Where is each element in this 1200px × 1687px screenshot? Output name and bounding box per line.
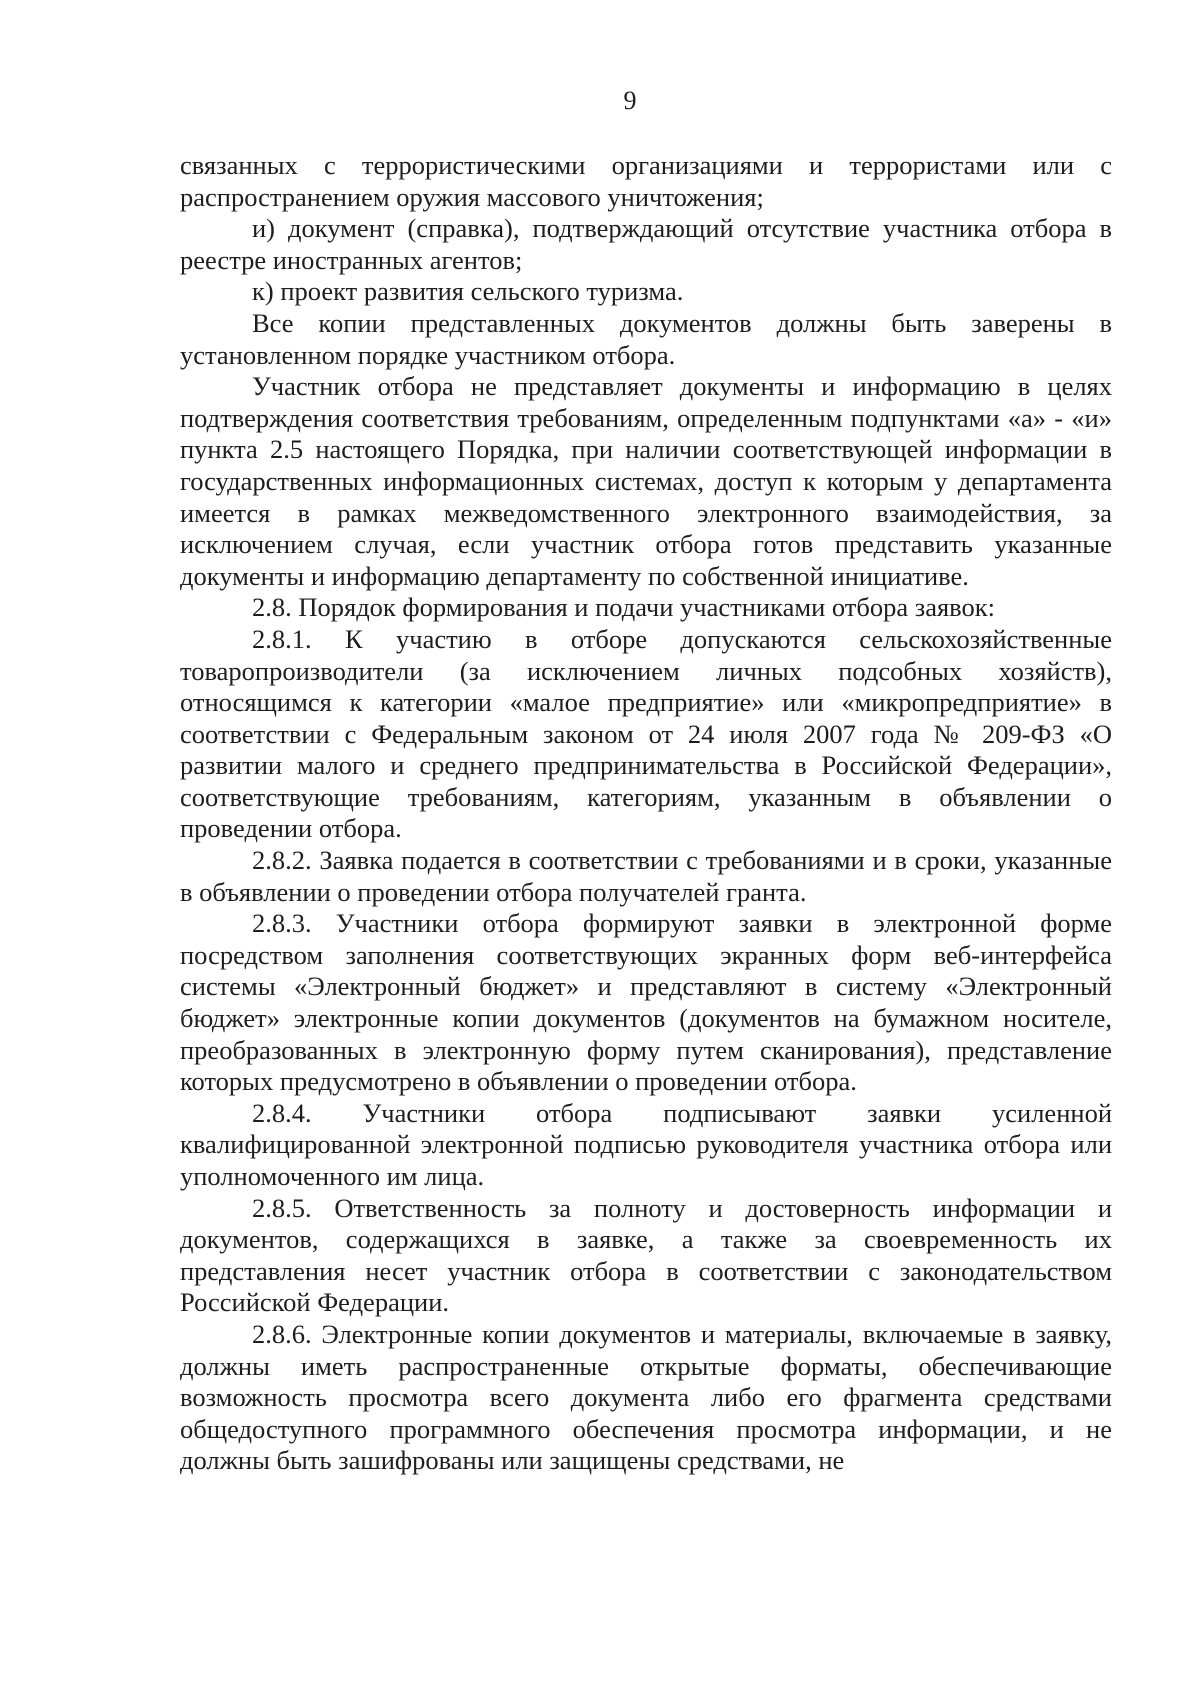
paragraph-section-2-8-3: 2.8.3. Участники отбора формируют заявки в электронной форме посредством заполнения соответствующих экранных форм веб-интерфейса системы «Электронный бюджет» и представляют в систему «Электронный бюджет» электронные копии документов (документов на бумажном носителе, преобразованных в электронную форму путем сканирования), представление которых предусмотрено в объявлении о проведении отбора.	[180, 908, 1112, 1097]
paragraph-section-2-8-1: 2.8.1. К участию в отборе допускаются сельскохозяйственные товаропроизводители (за исключением личных подсобных хозяйств), относящимся к категории «малое предприятие» или «микропредприятие» в соответствии с Федеральным законом от 24 июля 2007 года № 209-ФЗ «О развитии малого и среднего предпринимательства в Российской Федерации», соответствующие требованиям, категориям, указанным в объявлении о проведении отбора.	[180, 623, 1112, 844]
document-body	[180, 150, 1112, 1477]
paragraph-item-k: к) проект развития сельского туризма.	[252, 276, 684, 307]
paragraph-participant-documents: Участник отбора не представляет документы и информацию в целях подтверждения соответствия требованиям, определенным подпунктами «а» - «и» пункта 2.5 настоящего Порядка, при наличии соответствующей информации в государственных информационных системах, доступ к которым у департамента имеется в рамках межведомственного электронного взаимодействия, за исключением случая, если участник отбора готов представить указанные документы и информацию департаменту по собственной инициативе.	[180, 371, 1112, 591]
paragraph-continuation: связанных с террористическими организациями и террористами или с распространением оружия массового уничтожения;	[180, 150, 1112, 212]
paragraph-section-2-8-4: 2.8.4. Участники отбора подписывают заявки усиленной квалифицированной электронной подписью руководителя участника отбора или уполномоченного им лица.	[180, 1097, 1112, 1191]
paragraph-copies-certified: Все копии представленных документов должны быть заверены в установленном порядке участником отбора.	[180, 307, 1112, 370]
paragraph-section-2-8-2: 2.8.2. Заявка подается в соответствии с требованиями и в сроки, указанные в объявлении о проведении отбора получателей гранта.	[180, 845, 1112, 907]
paragraph-section-2-8-5: 2.8.5. Ответственность за полноту и достоверность информации и документов, содержащихся в заявке, а также за своевременность их представления несет участник отбора в соответствии с законодательством Российской Федерации.	[180, 1192, 1112, 1318]
paragraph-item-i: и) документ (справка), подтверждающий отсутствие участника отбора в реестре иностранных агентов;	[180, 213, 1112, 275]
paragraph-section-2-8-6: 2.8.6. Электронные копии документов и материалы, включаемые в заявку, должны иметь распространенные открытые форматы, обеспечивающие возможность просмотра всего документа либо его фрагмента средствами общедоступного программного обеспечения просмотра информации, и не должны быть зашифрованы или защищены средствами, не	[180, 1318, 1112, 1476]
page-number: 9	[623, 86, 637, 115]
paragraph-section-2-8: 2.8. Порядок формирования и подачи участниками отбора заявок:	[252, 592, 995, 623]
